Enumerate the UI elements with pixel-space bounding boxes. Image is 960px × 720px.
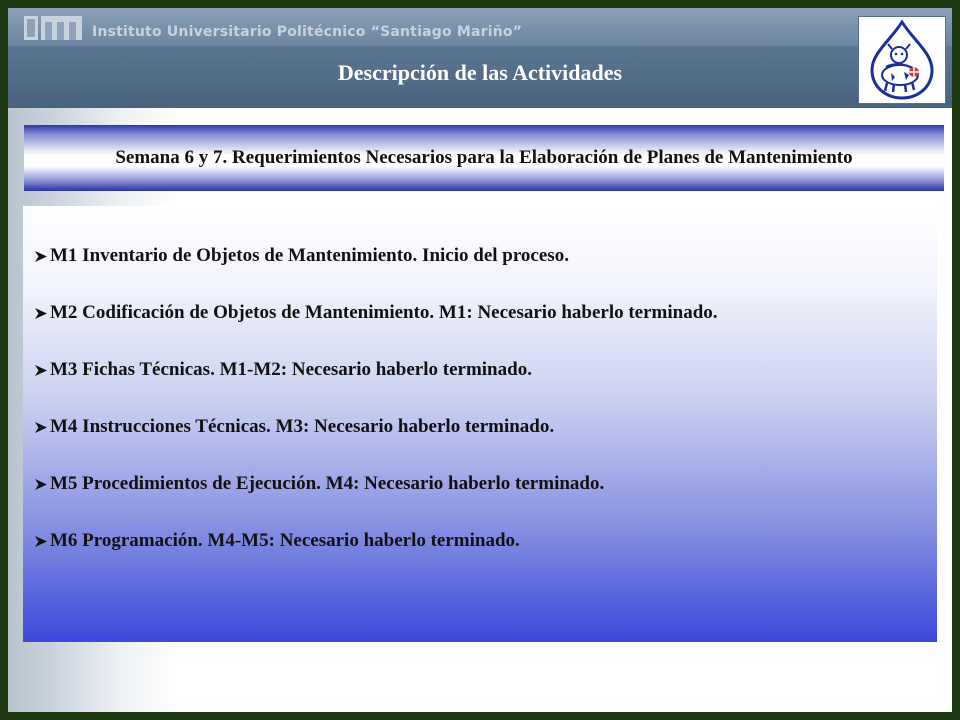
- arrow-bullet-icon: [34, 244, 50, 268]
- arrow-bullet-icon: [34, 529, 50, 553]
- activity-text: M3 Fichas Técnicas. M1-M2: Necesario haberlo terminado.: [50, 359, 532, 380]
- arrow-bullet-icon: [34, 301, 50, 325]
- activity-text: M6 Programación. M4-M5: Necesario haberlo terminado.: [50, 530, 520, 551]
- subtitle-text: Semana 6 y 7. Requerimientos Necesarios para la Elaboración de Planes de Mantenimiento: [115, 147, 853, 168]
- subtitle-banner: [24, 125, 944, 191]
- institute-name: Instituto Universitario Politécnico “Santiago Mariño”: [92, 24, 523, 40]
- list-item: [34, 472, 718, 529]
- arrow-bullet-icon: [34, 415, 50, 439]
- slide-frame: [8, 8, 952, 712]
- cow-emblem-icon: [859, 17, 945, 103]
- list-item: [34, 244, 718, 301]
- page-title: Descripción de las Actividades: [337, 60, 623, 85]
- list-item: [34, 415, 718, 472]
- list-item: [34, 301, 718, 358]
- activity-text: M4 Instrucciones Técnicas. M3: Necesario haberlo terminado.: [50, 416, 555, 437]
- activity-text: M1 Inventario de Objetos de Mantenimiento. Inicio del proceso.: [50, 245, 569, 266]
- list-item: [34, 358, 718, 415]
- activity-text: M2 Codificación de Objetos de Mantenimiento. M1: Necesario haberlo terminado.: [50, 302, 718, 323]
- list-item: [34, 529, 718, 586]
- emblem-box: [858, 16, 946, 104]
- arrow-bullet-icon: [34, 472, 50, 496]
- iu-logo-icon: [24, 16, 82, 40]
- activities-panel: [23, 206, 937, 642]
- arrow-bullet-icon: [34, 358, 50, 382]
- header-band: [8, 8, 952, 108]
- activity-text: M5 Procedimientos de Ejecución. M4: Necesario haberlo terminado.: [50, 473, 605, 494]
- activities-list: [34, 244, 718, 586]
